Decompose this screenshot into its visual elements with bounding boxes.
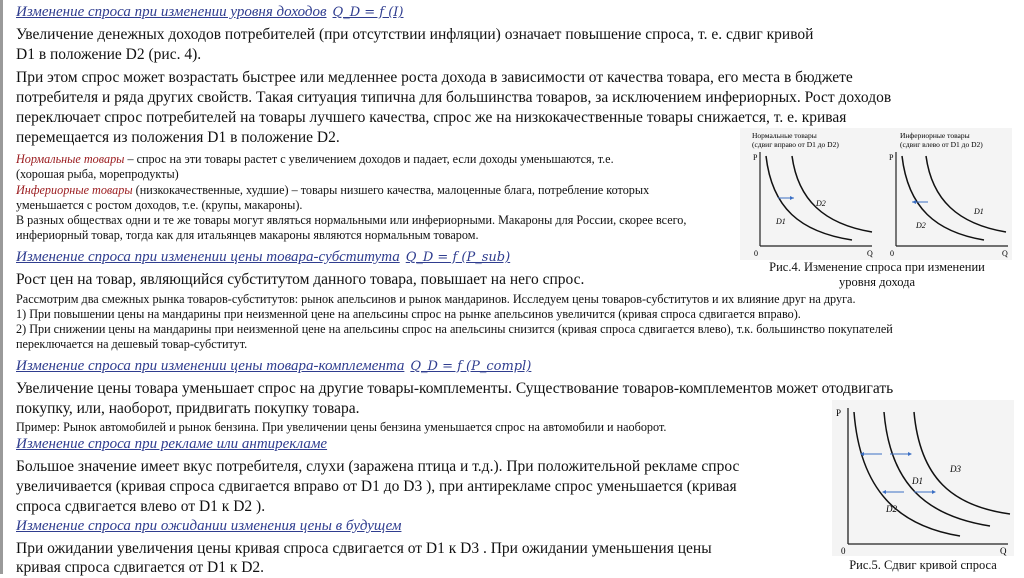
substitute-para1: Рост цен на товар, являющийся субститутом данного товара, повышает на него спрос. <box>16 271 585 288</box>
figure5-axis-q: Q <box>1000 546 1007 556</box>
normal-goods-line2: (хорошая рыба, морепродукты) <box>16 167 179 181</box>
inferior-goods-term: Инфериорные товары <box>16 183 133 197</box>
figure4-left-label-d1: D1 <box>776 217 786 226</box>
figure4-right-axis-p: P <box>889 153 894 162</box>
figure5-axis-p: P <box>836 408 842 418</box>
figure4-right-title-line2: (сдвиг влево от D1 до D2) <box>900 140 983 149</box>
figure5-background <box>832 400 1014 556</box>
expectations-line2: кривая спроса сдвигается от D1 к D2. <box>16 559 265 576</box>
figure4-graphs <box>740 128 1012 260</box>
figure4-right-origin: 0 <box>890 249 894 258</box>
expectations-line1: При ожидании увеличения цены кривая спроса сдвигается от D1 к D3 . При ожидании уменьшения цены <box>16 540 712 557</box>
figure5-label-d1: D1 <box>912 476 923 486</box>
substitute-para4-line2: переключается на дешевый товар-субститут. <box>16 337 248 351</box>
normal-goods-line1: Нормальные товары – спрос на эти товары растет с увеличением доходов и падает, если доходы уменьшаются, т.е. <box>16 152 614 166</box>
figure4-right-label-d1: D1 <box>974 207 984 216</box>
figure5-label-d3: D3 <box>950 464 961 474</box>
inferior-goods-line1: Инфериорные товары (низкокачественные, худшие) – товары низшего качества, малоценные блага, потребление которых <box>16 183 650 197</box>
substitute-para3: 1) При повышении цены на мандарины при неизменной цене на апельсины спрос на рынке апельсинов увеличится (кривая спроса сдвигается вправо). <box>16 307 801 321</box>
figure4-left-title-line2: (сдвиг вправо от D1 до D2) <box>752 140 839 149</box>
substitute-heading: Изменение спроса при изменении цены товара-субститута Q_D = f (P_sub) <box>16 249 511 265</box>
society-line2: инфериорный товар, тогда как для итальянцев макароны являются нормальным товаром. <box>16 228 479 242</box>
figure4-right-axis-q: Q <box>1002 249 1008 258</box>
figure5-origin: 0 <box>841 546 846 556</box>
income-formula: Q_D = f (I) <box>332 5 404 20</box>
complement-para1-line1: Увеличение цены товара уменьшает спрос на другие товары-комплементы. Существование товаров-комплементов может отодвигать <box>16 380 894 397</box>
income-para2-line4: перемещается из положения D1 в положение D2. <box>16 129 340 146</box>
figure4-left-origin: 0 <box>754 249 758 258</box>
inferior-goods-line2: уменьшается с ростом доходов, т.е. (крупы, макароны). <box>16 198 303 212</box>
complement-example: Пример: Рынок автомобилей и рынок бензина. При увеличении цены бензина уменьшается спрос на автомобили и наоборот. <box>16 420 667 434</box>
substitute-para4-line1: 2) При снижении цены на мандарины при неизменной цене на апельсины спрос на апельсины снизится (кривая спроса сдвигается влево), т.к. большинство покупателей <box>16 322 893 336</box>
income-para2-line2: потребителя и ряда других свойств. Такая ситуация типична для большинства товаров, за исключением инфериорных. Рост доходов <box>16 89 892 106</box>
normal-goods-term: Нормальные товары <box>16 152 125 166</box>
income-para1-line2: D1 в положение D2 (рис. 4). <box>16 46 202 63</box>
figure4-left-axis-p: P <box>753 153 758 162</box>
figure5-graph <box>832 400 1014 556</box>
income-heading: Изменение спроса при изменении уровня доходов Q_D = f (I) <box>16 4 404 20</box>
figure5-label-d2: D2 <box>886 504 897 514</box>
advertising-line2: увеличивается (кривая спроса сдвигается вправо от D1 до D3 ), при антирекламе спрос уменьшается (кривая <box>16 478 737 495</box>
complement-para1-line2: покупку, или, наоборот, придвигать покупку товара. <box>16 400 360 417</box>
figure4-left-axis-q: Q <box>867 249 873 258</box>
substitute-formula: Q_D = f (P_sub) <box>405 250 511 265</box>
society-line1: В разных обществах одни и те же товары могут являться нормальными или инфериорными. Макароны для России, скорее всего, <box>16 213 687 227</box>
figure4-caption: Рис.4. Изменение спроса при изменении уровня дохода <box>769 260 985 289</box>
figure4-right-title-line1: Инфериорные товары <box>900 131 970 140</box>
advertising-line3: спроса сдвигается влево от D1 к D2 ). <box>16 498 266 515</box>
complement-heading: Изменение спроса при изменении цены товара-комплемента Q_D = f (P_compl) <box>16 358 532 374</box>
expectations-heading: Изменение спроса при ожидании изменения цены в будущем <box>16 518 402 534</box>
complement-formula: Q_D = f (P_compl) <box>410 359 532 374</box>
figure5-caption: Рис.5. Сдвиг кривой спроса <box>849 558 997 572</box>
income-para2-line1: При этом спрос может возрастать быстрее или медленнее роста дохода в зависимости от качества товара, его места в бюджете <box>16 69 853 86</box>
figure4-left-label-d2: D2 <box>816 199 826 208</box>
figure4-right-label-d2: D2 <box>916 221 926 230</box>
income-para2-line3: переключает спрос потребителей на товары лучшего качества, спрос же на низкокачественные товары снижается, т. е. кривая <box>16 109 847 126</box>
income-para1-line1: Увеличение денежных доходов потребителей (при отсутствии инфляции) означает повышение спроса, т. е. сдвиг кривой <box>16 26 814 43</box>
advertising-line1: Большое значение имеет вкус потребителя, слухи (заражена птица и т.д.). При положительной рекламе спрос <box>16 458 740 475</box>
figure4-left-title-line1: Нормальные товары <box>752 131 817 140</box>
advertising-heading: Изменение спроса при рекламе или антирекламе <box>16 436 328 452</box>
substitute-para2: Рассмотрим два смежных рынка товаров-субститутов: рынок апельсинов и рынок мандаринов. Исследуем цены товаров-субститутов и их влияние друг на друга. <box>16 292 856 306</box>
